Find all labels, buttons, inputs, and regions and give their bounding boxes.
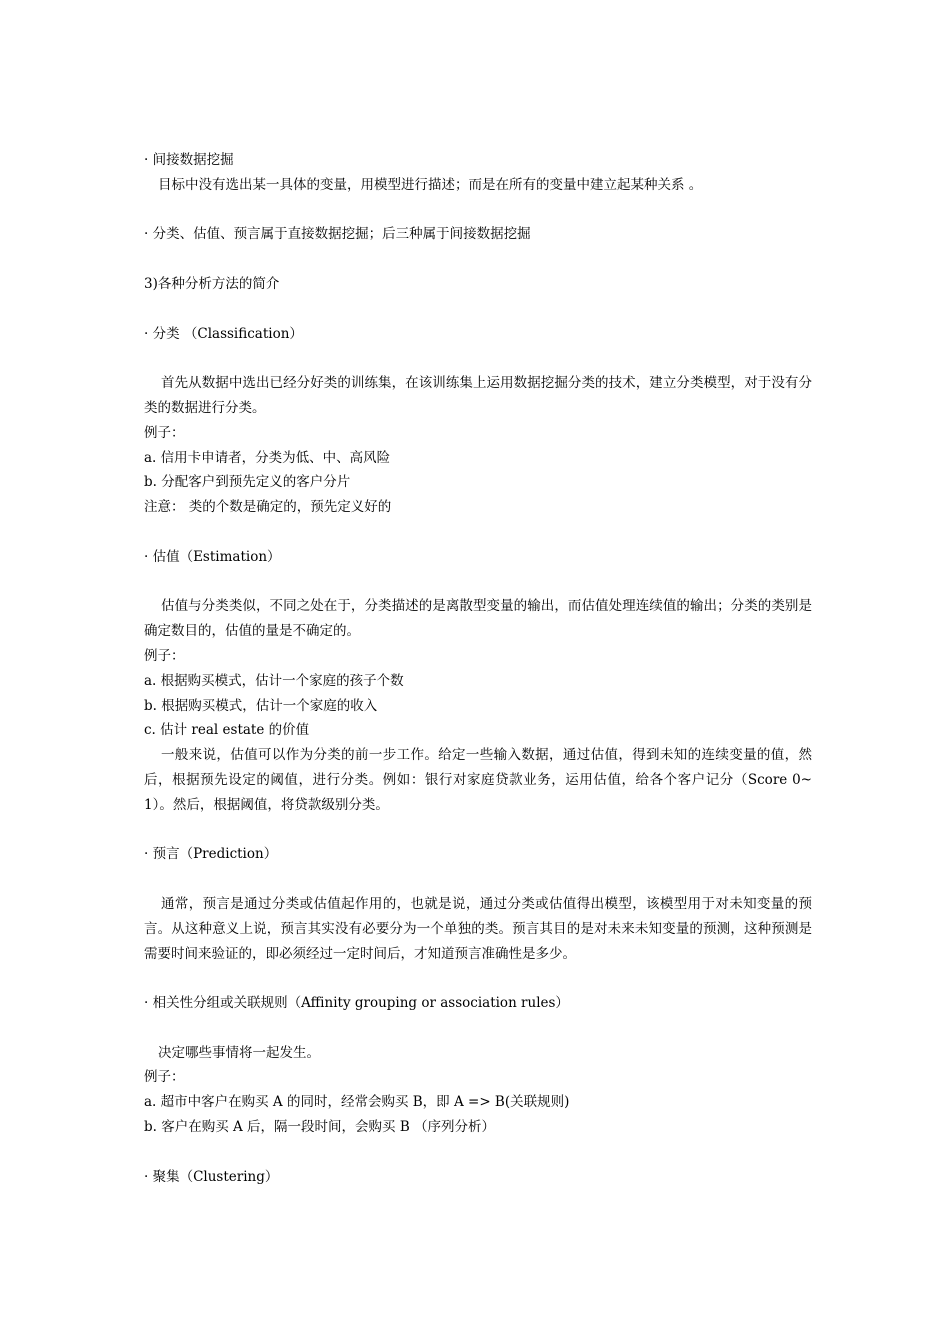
- example-item: a. 根据购买模式，估计一个家庭的孩子个数: [144, 672, 404, 689]
- example-label: 例子：: [144, 424, 185, 441]
- section-heading-clustering: · 聚集（Clustering）: [144, 1168, 279, 1185]
- section-heading: · 分类、估值、预言属于直接数据挖掘；后三种属于间接数据挖掘: [144, 226, 531, 243]
- paragraph-estimation-detail: 一般来说，估值可以作为分类的前一步工作。给定一些输入数据，通过估值，得到未知的连续变量的值，然后，根据预先设定的阈值，进行分类。例如：银行对家庭贷款业务，运用估值，给各个客户记分（Score 0~1）。然后，根据阈值，将贷款级别分类。: [144, 747, 812, 813]
- example-item: b. 根据购买模式，估计一个家庭的收入: [144, 697, 378, 714]
- example-label: 例子：: [144, 647, 185, 664]
- example-item: a. 超市中客户在购买 A 的同时，经常会购买 B，即 A => B(关联规则): [144, 1094, 570, 1111]
- blank-line: [144, 297, 812, 322]
- blank-line: [144, 1140, 812, 1165]
- example-item: b. 客户在购买 A 后，隔一段时间，会购买 B （序列分析）: [144, 1119, 496, 1136]
- note-text: 注意： 类的个数是确定的，预先定义好的: [144, 499, 392, 516]
- blank-line: [144, 346, 812, 371]
- body-text: 目标中没有选出某一具体的变量，用模型进行描述；而是在所有的变量中建立起某种关系 。: [158, 176, 703, 193]
- example-label: 例子：: [144, 1069, 185, 1086]
- section-title: 3)各种分析方法的简介: [144, 275, 280, 292]
- blank-line: [144, 570, 812, 595]
- blank-line: [144, 867, 812, 892]
- blank-line: [144, 198, 812, 223]
- blank-line: [144, 247, 812, 272]
- section-heading-classification: · 分类 （Classification）: [144, 325, 303, 342]
- blank-line: [144, 520, 812, 545]
- section-heading: · 间接数据挖掘: [144, 152, 234, 168]
- blank-line: [144, 966, 812, 991]
- example-item: c. 估计 real estate 的价值: [144, 722, 310, 739]
- paragraph-estimation: 估值与分类类似，不同之处在于，分类描述的是离散型变量的输出，而估值处理连续值的输出；分类的类别是确定数目的，估值的量是不确定的。: [144, 598, 812, 640]
- example-item: b. 分配客户到预先定义的客户分片: [144, 474, 351, 491]
- blank-line: [144, 818, 812, 843]
- paragraph-prediction: 通常，预言是通过分类或估值起作用的，也就是说，通过分类或估值得出模型，该模型用于对未知变量的预言。从这种意义上说，预言其实没有必要分为一个单独的类。预言其目的是对未来未知变量的预测，这种预测是需要时间来验证的，即必须经过一定时间后，才知道预言准确性是多少。: [144, 895, 812, 962]
- document-page: [144, 148, 812, 1189]
- example-item: a. 信用卡申请者，分类为低、中、高风险: [144, 449, 391, 466]
- section-heading-affinity: · 相关性分组或关联规则（Affinity grouping or association rules）: [144, 995, 569, 1012]
- blank-line: [144, 1016, 812, 1041]
- paragraph-classification: 首先从数据中选出已经分好类的训练集，在该训练集上运用数据挖掘分类的技术，建立分类模型，对于没有分类的数据进行分类。: [144, 375, 812, 416]
- section-heading-estimation: · 估值（Estimation）: [144, 548, 281, 565]
- body-text: 决定哪些事情将一起发生。: [158, 1044, 320, 1061]
- section-heading-prediction: · 预言（Prediction）: [144, 846, 278, 863]
